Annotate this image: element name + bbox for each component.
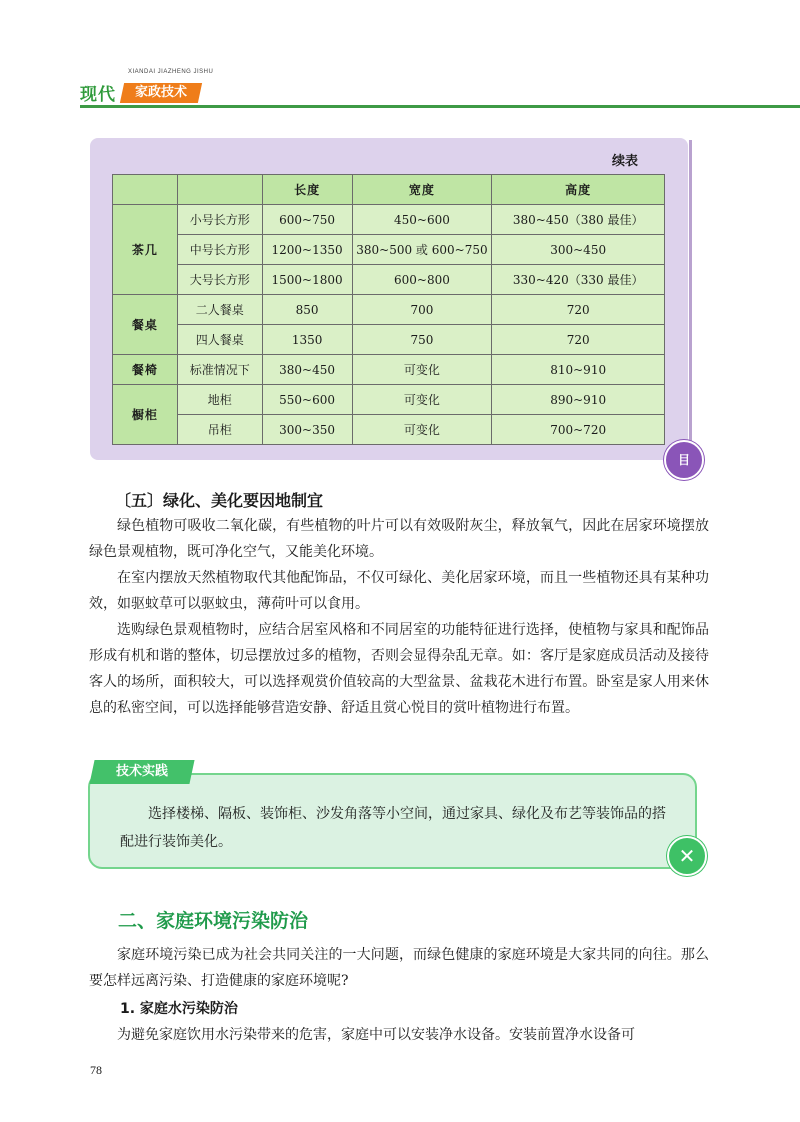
group-label-dining-table: 餐桌: [113, 295, 178, 355]
row-label: 小号长方形: [177, 205, 262, 235]
cell-height: 380~450（380 最佳）: [492, 205, 665, 235]
table-corner-cell: [113, 175, 178, 205]
panel-side-rule: [689, 140, 692, 445]
practice-label-text: 技术实践: [115, 764, 168, 779]
column-header-width: 宽度: [352, 175, 492, 205]
series-logo-pinyin: XIANDAI JIAZHENG JISHU: [128, 69, 214, 75]
series-logo-badge: [120, 83, 202, 103]
cell-width: 可变化: [352, 355, 492, 385]
row-label: 中号长方形: [177, 235, 262, 265]
table-header-row: [113, 175, 665, 205]
table-row: [113, 355, 665, 385]
cell-width: 750: [352, 325, 492, 355]
cell-height: 700~720: [492, 415, 665, 445]
paragraph: 为避免家庭饮用水污染带来的危害，家庭中可以安装净水设备。安装前置净水设备可: [117, 1027, 635, 1043]
table-row: [113, 415, 665, 445]
cell-length: 1500~1800: [262, 265, 352, 295]
table-row: [113, 325, 665, 355]
row-label: 大号长方形: [177, 265, 262, 295]
practice-text: 选择楼梯、隔板、装饰柜、沙发角落等小空间，通过家具、绿化及布艺等装饰品的搭配进行装饰美化。: [120, 806, 666, 850]
column-header-height: 高度: [492, 175, 665, 205]
row-label: 二人餐桌: [177, 295, 262, 325]
furniture-size-table: [112, 174, 665, 445]
paragraph: 绿色植物可吸收二氧化碳，有些植物的叶片可以有效吸附灰尘，释放氧气，因此在居家环境摆放绿色景观植物，既可净化空气，又能美化环境。: [89, 518, 709, 560]
cell-width: 450~600: [352, 205, 492, 235]
cell-height: 810~910: [492, 355, 665, 385]
chapter-heading: 二、家庭环境污染防治: [118, 910, 309, 932]
cell-height: 720: [492, 325, 665, 355]
cell-width: 380~500 或 600~750: [352, 235, 492, 265]
cell-height: 300~450: [492, 235, 665, 265]
table-row: [113, 385, 665, 415]
cell-width: 600~800: [352, 265, 492, 295]
cell-width: 可变化: [352, 385, 492, 415]
cell-length: 850: [262, 295, 352, 325]
section-heading: 〔五〕绿化、美化要因地制宜: [115, 491, 324, 510]
paragraph: 选购绿色景观植物时，应结合居室风格和不同居室的功能特征进行选择，使植物与家具和配饰品形成有机和谐的整体，切忌摆放过多的植物，否则会显得杂乱无章。如：客厅是家庭成员活动及接待客人的场所，面积较大，可以选择观赏价值较高的大型盆景、盆栽花木进行布置。卧室是家人用来休息的私密空间，可以选择能够营造安静、舒适且赏心悦目的赏叶植物进行布置。: [89, 622, 709, 716]
book-icon: 目: [664, 440, 704, 480]
column-header-length: 长度: [262, 175, 352, 205]
group-label-cabinet: 橱柜: [113, 385, 178, 445]
cell-width: 可变化: [352, 415, 492, 445]
group-label-dining-chair: 餐椅: [113, 355, 178, 385]
cell-length: 600~750: [262, 205, 352, 235]
series-logo-title: 现代: [80, 85, 116, 105]
cell-height: 890~910: [492, 385, 665, 415]
table-row: [113, 205, 665, 235]
cell-length: 550~600: [262, 385, 352, 415]
page-number: 78: [90, 1063, 102, 1077]
table-continued-label: 续表: [612, 154, 639, 169]
table-row: [113, 235, 665, 265]
row-label: 吊柜: [177, 415, 262, 445]
header-rule: [80, 105, 800, 108]
group-label-tea-table: 茶几: [113, 205, 178, 295]
paragraph: 在室内摆放天然植物取代其他配饰品，不仅可绿化、美化居家环境，而且一些植物还具有某种功效，如驱蚊草可以驱蚊虫，薄荷叶可以食用。: [89, 570, 709, 612]
cell-height: 720: [492, 295, 665, 325]
series-logo-subtitle: 家政技术: [134, 85, 187, 100]
row-label: 四人餐桌: [177, 325, 262, 355]
cell-length: 380~450: [262, 355, 352, 385]
practice-label: [89, 760, 194, 784]
cell-length: 300~350: [262, 415, 352, 445]
table-row: [113, 295, 665, 325]
sub-heading: 1. 家庭水污染防治: [120, 1001, 238, 1017]
paragraph: 家庭环境污染已成为社会共同关注的一大问题，而绿色健康的家庭环境是大家共同的向往。那么要怎样远离污染、打造健康的家庭环境呢?: [89, 947, 709, 989]
tool-icon: ✕: [667, 836, 707, 876]
row-label: 地柜: [177, 385, 262, 415]
row-label: 标准情况下: [177, 355, 262, 385]
cell-width: 700: [352, 295, 492, 325]
cell-height: 330~420（330 最佳）: [492, 265, 665, 295]
cell-length: 1200~1350: [262, 235, 352, 265]
table-corner-cell: [177, 175, 262, 205]
table-row: [113, 265, 665, 295]
cell-length: 1350: [262, 325, 352, 355]
